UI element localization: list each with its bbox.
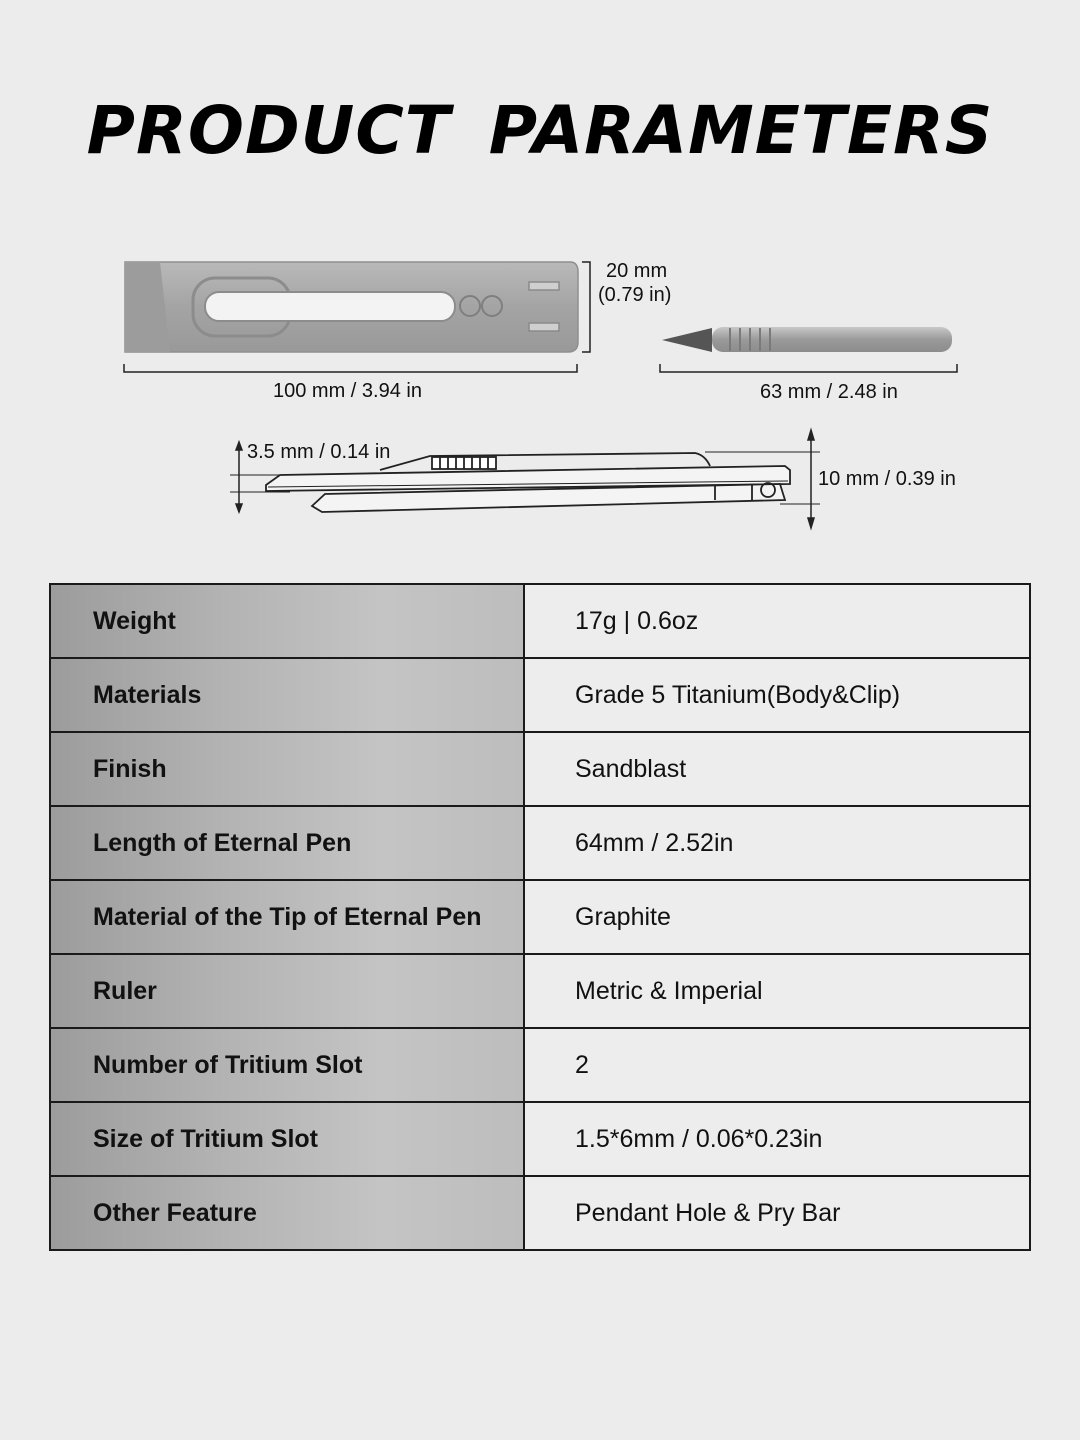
body-width-label: 20 mm bbox=[606, 260, 668, 282]
spec-value: Sandblast bbox=[524, 732, 1030, 806]
clip-thickness-label: 3.5 mm / 0.14 in bbox=[247, 441, 391, 463]
spec-value: Graphite bbox=[524, 880, 1030, 954]
tool-body-top-view bbox=[125, 262, 578, 352]
body-width-imperial-label: (0.79 in) bbox=[598, 284, 672, 306]
spec-label: Material of the Tip of Eternal Pen bbox=[50, 880, 524, 954]
spec-value: 17g | 0.6oz bbox=[524, 584, 1030, 658]
spec-label: Length of Eternal Pen bbox=[50, 806, 524, 880]
eternal-pen bbox=[662, 327, 952, 352]
table-row bbox=[50, 1102, 1030, 1176]
table-row bbox=[50, 658, 1030, 732]
spec-label: Other Feature bbox=[50, 1176, 524, 1250]
pen-length-label: 63 mm / 2.48 in bbox=[760, 381, 898, 403]
spec-label: Number of Tritium Slot bbox=[50, 1028, 524, 1102]
spec-value: Metric & Imperial bbox=[524, 954, 1030, 1028]
table-row bbox=[50, 732, 1030, 806]
table-row bbox=[50, 806, 1030, 880]
spec-label: Materials bbox=[50, 658, 524, 732]
spec-label: Ruler bbox=[50, 954, 524, 1028]
spec-value: Grade 5 Titanium(Body&Clip) bbox=[524, 658, 1030, 732]
spec-value: 1.5*6mm / 0.06*0.23in bbox=[524, 1102, 1030, 1176]
spec-value: 64mm / 2.52in bbox=[524, 806, 1030, 880]
spec-table bbox=[49, 583, 1031, 1251]
body-length-label: 100 mm / 3.94 in bbox=[273, 380, 422, 402]
total-thickness-label: 10 mm / 0.39 in bbox=[818, 468, 956, 490]
table-row bbox=[50, 1028, 1030, 1102]
table-row bbox=[50, 954, 1030, 1028]
spec-value: Pendant Hole & Pry Bar bbox=[524, 1176, 1030, 1250]
spec-value: 2 bbox=[524, 1028, 1030, 1102]
table-row bbox=[50, 584, 1030, 658]
spec-label: Size of Tritium Slot bbox=[50, 1102, 524, 1176]
page-title: PRODUCT PARAMETERS bbox=[86, 92, 994, 169]
table-row bbox=[50, 1176, 1030, 1250]
table-row bbox=[50, 880, 1030, 954]
spec-label: Finish bbox=[50, 732, 524, 806]
spec-label: Weight bbox=[50, 584, 524, 658]
